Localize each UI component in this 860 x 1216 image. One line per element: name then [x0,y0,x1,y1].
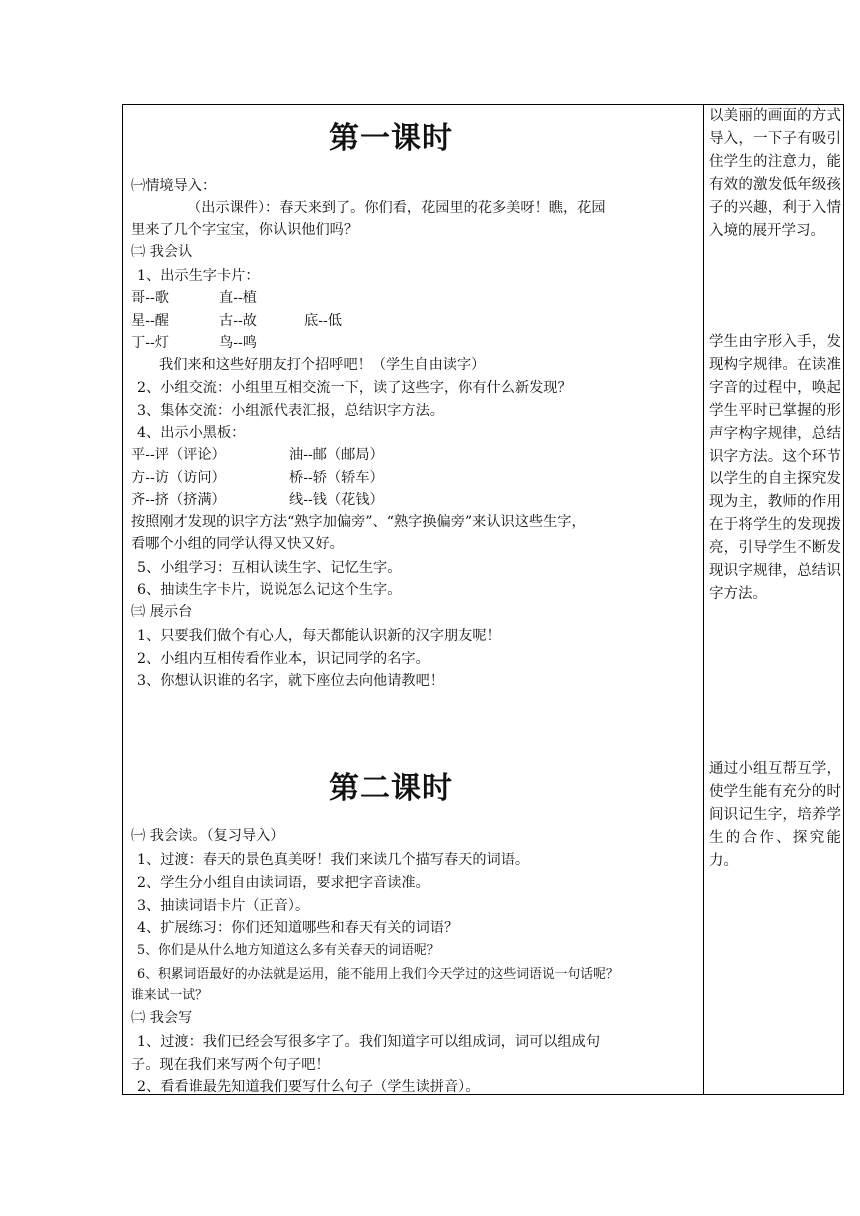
l1-s3-i2: 2、小组内互相传看作业本，识记同学的名字。 [137,651,430,667]
l1-s2-i2: 2、小组交流：小组里互相交流一下，读了这些字，你有什么新发现？ [137,380,572,396]
board-pair: 平--评（评论） [131,447,226,463]
l1-s3-i1: 1、只要我们做个有心人，每天都能认识新的汉字朋友呢！ [137,628,501,644]
l1-s1-head: ㈠情境导入： [131,178,217,194]
l1-s3-head: ㈢ 展示台 [131,604,193,620]
l1-s2-i6: 6、抽读生字卡片，说说怎么记这个生字。 [137,582,402,598]
l1-s2-i3: 3、集体交流：小组派代表汇报，总结识字方法。 [137,403,444,419]
l2-s2-head: ㈡ 我会写 [131,1010,193,1026]
l2-i4: 4、扩展练习：你们还知道哪些和春天有关的词语？ [137,920,459,936]
l1-s2-i1: 1、出示生字卡片： [137,268,260,284]
lesson2-title: 第二课时 [329,771,453,806]
char-pair: 古--故 [219,313,257,329]
note-2: 学生由字形入手，发现构字规律。在读准字音的过程中，唤起学生平时已掌握的形声字构字规律，总结识字方法。这个环节以学生的自主探究发现为主，教师的作用在于将学生的发现拨亮，引导学生不断发现识字规律，总结识字方法。 [709,334,841,602]
board-pair: 桥--轿（轿车） [289,470,384,486]
l2-i6b: 谁来试一试？ [131,988,208,1003]
column-divider [703,105,704,1094]
l2-i6a: 6、积累词语最好的办法就是运用，能不能用上我们今天学过的这些词语说一句话呢？ [137,967,619,982]
l2-w2: 2、看看谁最先知道我们要写什么句子（学生读拼音）。 [137,1079,480,1095]
char-pair: 哥--歌 [131,290,169,306]
note-1: 以美丽的画面的方式导入，一下子有吸引住学生的注意力，能有效的激发低年级孩子的兴趣，利于入情入境的展开学习。 [709,108,841,239]
char-pair: 星--醒 [131,313,169,329]
l2-s1-head: ㈠ 我会读。（复习导入） [131,828,285,844]
l2-i1: 1、过渡：春天的景色真美呀！我们来读几个描写春天的词语。 [137,852,530,868]
note-3: 通过小组互帮互学，使学生能有充分的时间识记生字，培养学生的合作、探究能力。 [709,761,841,869]
l1-method2: 看哪个小组的同学认得又快又好。 [131,536,344,552]
board-pair: 齐--挤（挤满） [131,492,226,508]
lesson-plan-table [122,104,844,1095]
board-pair: 方--访（访问） [131,470,226,486]
board-pair: 线--钱（花钱） [289,492,384,508]
l2-w1a: 1、过渡：我们已经会写很多字了。我们知道字可以组成词，词可以组成句 [137,1034,601,1050]
char-pair: 直--植 [219,290,257,306]
char-pair: 底--低 [304,313,342,329]
char-pair: 丁--灯 [131,335,169,351]
board-pair: 油--邮（邮局） [289,447,384,463]
l2-i5: 5、你们是从什么地方知道这么多有关春天的词语呢？ [137,943,440,958]
l1-s1-p1: （出示课件）：春天来到了。你们看，花园里的花多美呀！瞧，花园 [187,200,606,216]
l1-s3-i3: 3、你想认识谁的名字，就下座位去向他请教吧！ [137,673,444,689]
l1-s1-p2: 里来了几个字宝宝，你认识他们吗？ [131,222,359,238]
l1-s2-head: ㈡ 我会认 [131,244,193,260]
l2-i3: 3、抽读词语卡片（正音）。 [137,898,310,914]
l2-w1b: 子。现在我们来写两个句子吧！ [131,1057,330,1073]
l1-s2-i5: 5、小组学习：互相认读生字、记忆生字。 [137,560,402,576]
l1-method1: 按照刚才发现的识字方法“熟字加偏旁”、“熟字换偏旁”来认识这些生字， [131,514,586,530]
char-pair: 鸟--鸣 [219,335,257,351]
l2-i2: 2、学生分小组自由读词语，要求把字音读准。 [137,875,430,891]
l1-s2-i4: 4、出示小黑板： [137,425,246,441]
l1-greet: 我们来和这些好朋友打个招呼吧！（学生自由读字） [159,357,486,373]
lesson1-title: 第一课时 [329,121,453,156]
